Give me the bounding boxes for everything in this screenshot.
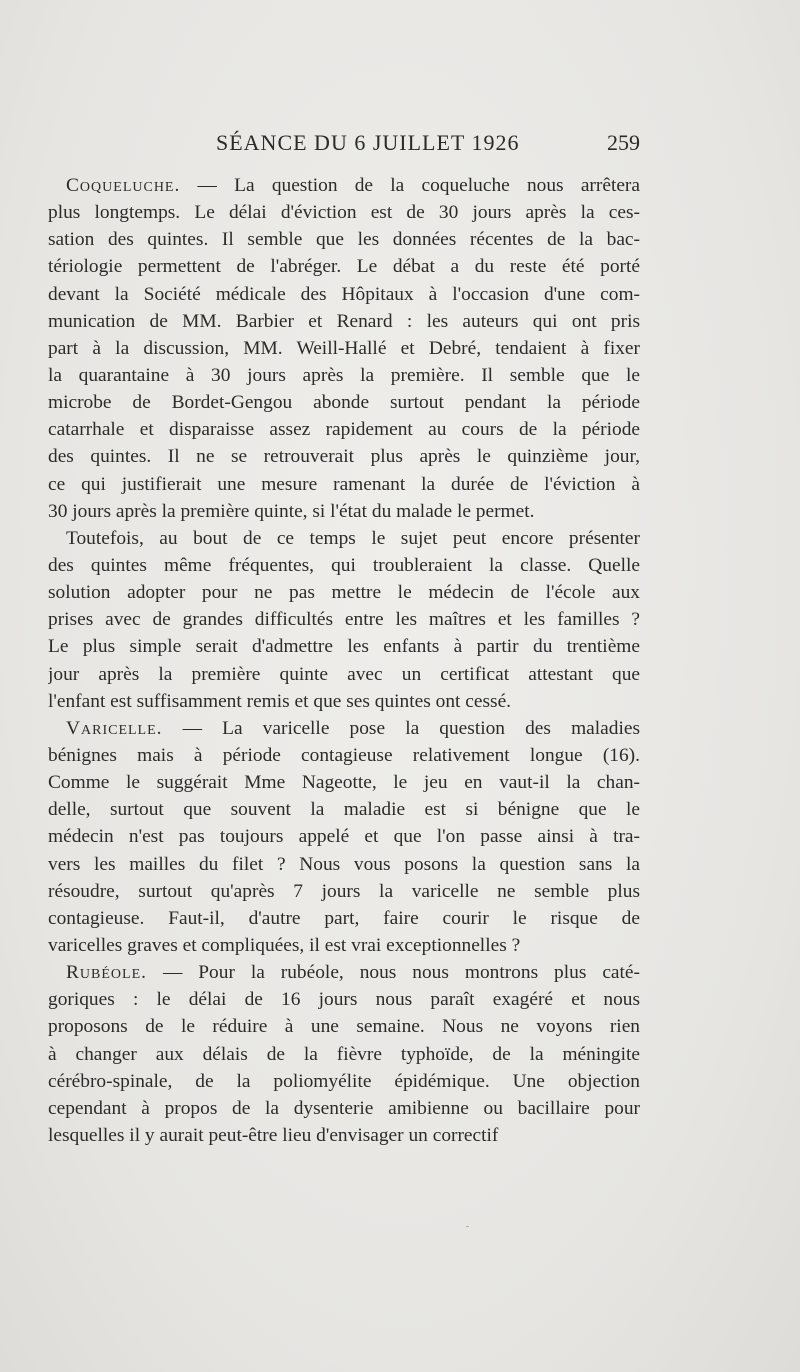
page-number: 259 — [607, 130, 640, 155]
line-text: part à la discussion, MM. Weill-Hallé et Debré, tendaient à fixer — [48, 337, 640, 359]
text-line — [48, 335, 640, 362]
line-text: proposons de le réduire à une semaine. Nous ne voyons rien — [48, 1016, 640, 1038]
text-line — [48, 362, 640, 389]
text-line — [48, 308, 640, 335]
text-line — [48, 606, 640, 633]
body-text — [48, 172, 640, 1149]
line-text: l'enfant est suffisamment remis et que ses quintes ont cessé. — [48, 690, 512, 712]
line-text: à changer aux délais de la fièvre typhoïde, de la méningite — [48, 1043, 640, 1065]
text-line — [48, 633, 640, 660]
text-line — [48, 661, 640, 688]
text-line — [48, 1013, 640, 1040]
text-line — [48, 1068, 640, 1095]
text-line — [48, 253, 640, 280]
text-line — [48, 1095, 640, 1122]
text-line — [48, 281, 640, 308]
line-text: des quintes. Il ne se retrouverait plus après le quinzième jour, — [48, 446, 640, 468]
text-line — [48, 715, 640, 742]
page-header — [48, 130, 640, 162]
scan-speck — [466, 1226, 469, 1227]
line-text: cérébro-spinale, de la poliomyélite épidémique. Une objection — [48, 1070, 640, 1092]
line-text: la quarantaine à 30 jours après la première. Il semble que le — [48, 364, 640, 386]
text-line — [48, 1041, 640, 1068]
text-line — [48, 742, 640, 769]
line-text: des quintes même fréquentes, qui troubleraient la classe. Quelle — [48, 554, 640, 576]
line-text: Comme le suggérait Mme Nageotte, le jeu en vaut-il la chan- — [48, 772, 640, 794]
line-text: Le plus simple serait d'admettre les enfants à partir du trentième — [48, 636, 640, 658]
line-text: vers les mailles du filet ? Nous vous posons la question sans la — [48, 853, 640, 875]
text-line — [48, 823, 640, 850]
text-line — [48, 878, 640, 905]
section-heading: Coqueluche. — [66, 175, 181, 196]
line-text: — La varicelle pose la question des maladies — [162, 717, 640, 739]
line-text: contagieuse. Faut-il, d'autre part, faire courir le risque de — [48, 907, 640, 929]
line-text: delle, surtout que souvent la maladie est si bénigne que le — [48, 799, 640, 821]
text-line — [48, 986, 640, 1013]
text-line — [48, 226, 640, 253]
line-text: cependant à propos de la dysenterie amibienne ou bacillaire pour — [48, 1097, 640, 1119]
text-line — [48, 525, 640, 552]
text-line — [48, 851, 640, 878]
text-line — [48, 932, 640, 959]
line-text: — Pour la rubéole, nous nous montrons plus caté- — [147, 962, 640, 984]
running-title: SÉANCE DU 6 JUILLET 1926 — [216, 130, 520, 155]
line-text: microbe de Bordet-Gengou abonde surtout pendant la période — [48, 392, 640, 414]
line-text: bénignes mais à période contagieuse relativement longue (16). — [48, 744, 640, 766]
line-text: varicelles graves et compliquées, il est vrai exceptionnelles ? — [48, 934, 521, 956]
line-text: ce qui justifierait une mesure ramenant la durée de l'éviction à — [48, 473, 640, 495]
text-line — [48, 199, 640, 226]
line-text: goriques : le délai de 16 jours nous paraît exagéré et nous — [48, 989, 640, 1011]
text-line — [48, 579, 640, 606]
text-line — [48, 552, 640, 579]
line-text: devant la Société médicale des Hôpitaux à l'occasion d'une com- — [48, 283, 640, 305]
text-line — [48, 498, 640, 525]
text-line — [48, 389, 640, 416]
line-text: médecin n'est pas toujours appelé et que l'on passe ainsi à tra- — [48, 826, 640, 848]
text-line — [48, 1122, 640, 1149]
section-heading: Varicelle. — [66, 717, 163, 739]
line-text: Toutefois, au bout de ce temps le sujet peut encore présenter — [66, 527, 640, 549]
line-text: — La question de la coqueluche nous arrêtera — [180, 175, 640, 196]
text-line — [48, 959, 640, 986]
text-line — [48, 471, 640, 498]
line-text: 30 jours après la première quinte, si l'état du malade le permet. — [48, 500, 535, 522]
line-text: tériologie permettent de l'abréger. Le débat a du reste été porté — [48, 256, 640, 278]
text-line — [48, 769, 640, 796]
line-text: solution adopter pour ne pas mettre le médecin de l'école aux — [48, 582, 640, 604]
line-text: prises avec de grandes difficultés entre les maîtres et les familles ? — [48, 609, 640, 631]
text-line — [48, 905, 640, 932]
line-text: plus longtemps. Le délai d'éviction est de 30 jours après la ces- — [48, 202, 640, 224]
line-text: jour après la première quinte avec un certificat attestant que — [48, 663, 640, 685]
text-line — [48, 416, 640, 443]
text-line — [48, 443, 640, 470]
line-text: lesquelles il y aurait peut-être lieu d'envisager un correctif — [48, 1124, 499, 1146]
line-text: catarrhale et disparaisse assez rapidement au cours de la période — [48, 419, 640, 441]
text-line — [48, 796, 640, 823]
line-text: munication de MM. Barbier et Renard : les auteurs qui ont pris — [48, 310, 640, 332]
section-heading: Rubéole. — [66, 962, 147, 984]
text-line — [48, 172, 640, 199]
line-text: résoudre, surtout qu'après 7 jours la varicelle ne semble plus — [48, 880, 640, 902]
line-text: sation des quintes. Il semble que les données récentes de la bac- — [48, 229, 640, 251]
text-line — [48, 688, 640, 715]
